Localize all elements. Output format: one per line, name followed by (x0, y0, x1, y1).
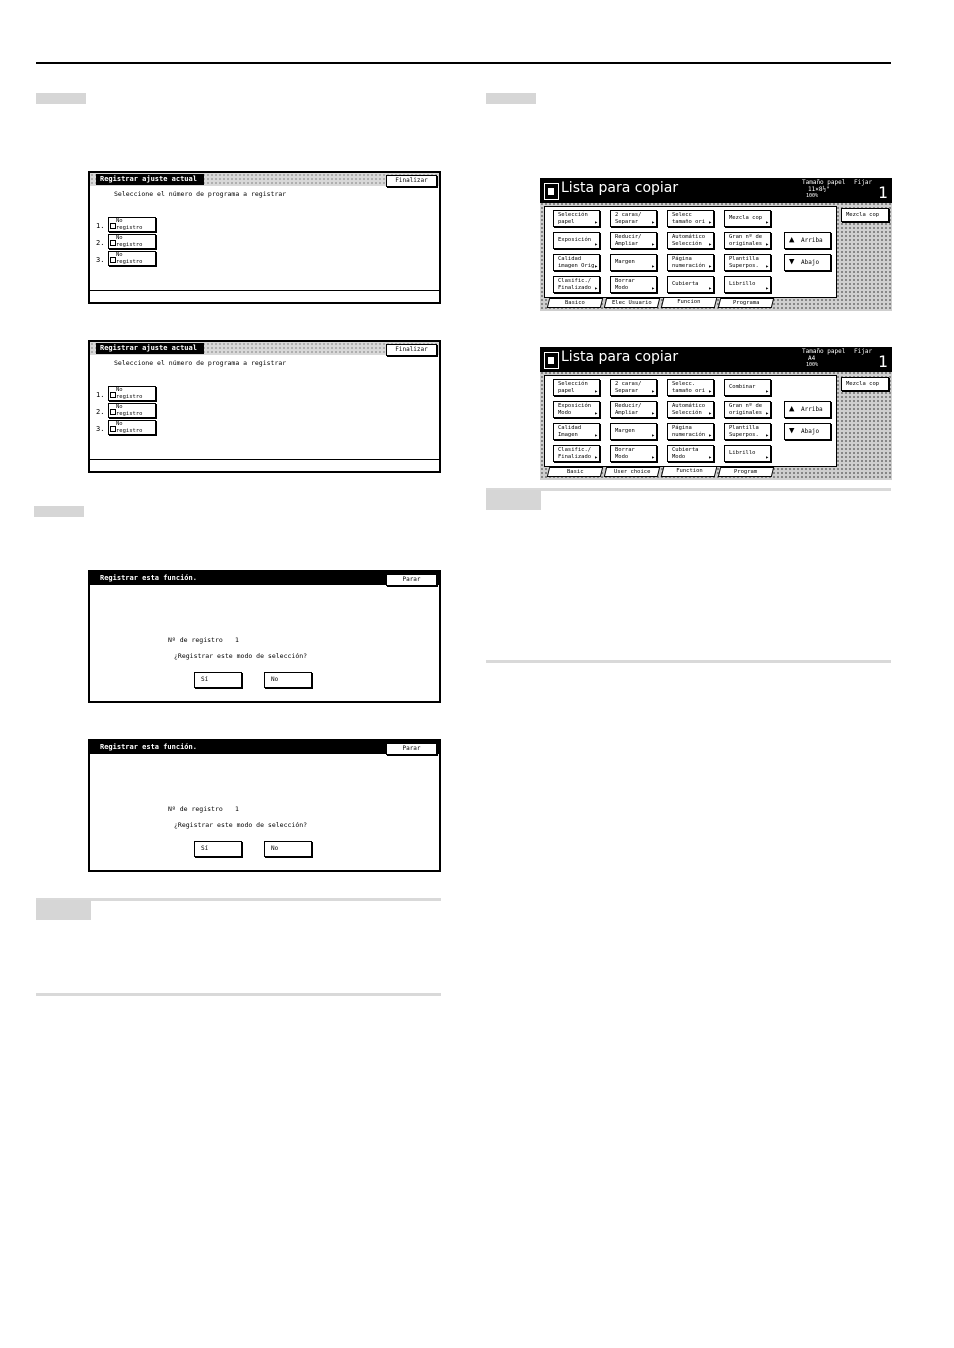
function-grid (544, 206, 837, 298)
button-label-2: Modo (615, 453, 629, 460)
page-top-rule (36, 62, 891, 64)
function-button[interactable] (724, 276, 771, 293)
function-grid (544, 375, 837, 467)
function-button[interactable] (610, 423, 657, 440)
button-label-2: Finalizado (558, 453, 592, 460)
function-button[interactable] (553, 254, 600, 271)
copier-title: Lista para copiar (561, 180, 679, 196)
button-label-2: Separar (615, 387, 639, 394)
title-bar (90, 741, 439, 754)
copier-screen-2 (540, 347, 892, 480)
button-label-2: Selección (672, 240, 702, 247)
button-label-1: Gran nº de (729, 234, 763, 240)
yes-button[interactable]: Sí (194, 841, 242, 857)
paper-size-label: Tamaño papel (802, 179, 846, 186)
tab-basico[interactable] (547, 298, 603, 308)
button-label-1: Mezcla cop (729, 215, 763, 221)
button-label-2: Ampliar (615, 240, 639, 247)
mezcla-cop-button[interactable]: Mezcla cop (841, 208, 889, 222)
program-label-2: registro (116, 410, 143, 417)
program-number: 3. (96, 425, 105, 433)
program-label-2: registro (116, 427, 143, 434)
program-label-1: No (116, 235, 123, 241)
button-label-1: Gran nº de (729, 403, 763, 409)
button-label-1: Plantilla (729, 256, 759, 262)
tab-funcion[interactable] (661, 298, 717, 308)
register-icon (110, 409, 116, 415)
button-label-2: tamaño ori (672, 387, 706, 394)
button-label-1: Clasific./ (558, 447, 592, 453)
button-label-1: Selecc. (672, 381, 696, 387)
button-label-2: numeración (672, 431, 706, 438)
button-label-2: imagen Orig (558, 262, 595, 269)
paper-size-label: Tamaño papel (802, 348, 846, 355)
screen-title: Registrar ajuste actual (96, 174, 204, 185)
button-label-2: numeración (672, 262, 706, 269)
function-button[interactable] (667, 401, 714, 418)
button-label-2: Modo (615, 284, 629, 291)
copier-screen-1 (540, 178, 892, 311)
function-button[interactable] (553, 423, 600, 440)
down-button[interactable] (784, 254, 831, 271)
tab-label: Basic (566, 469, 584, 475)
paper-size-value: 11×8½" (808, 186, 830, 193)
copy-count: 1 (878, 352, 888, 371)
button-label-1: Plantilla (729, 425, 759, 431)
tab-programa[interactable] (718, 298, 774, 308)
function-button[interactable] (724, 232, 771, 249)
copier-title: Lista para copiar (561, 349, 679, 365)
button-label-1: Cubierta (672, 281, 699, 287)
parar-button[interactable]: Parar (386, 743, 437, 755)
function-button[interactable] (610, 232, 657, 249)
button-label-1: Borrar (615, 278, 635, 284)
button-label-1: Selección (558, 212, 588, 218)
status-divider (90, 459, 439, 460)
program-2-button[interactable] (108, 403, 156, 418)
tab-label: Program (734, 469, 758, 475)
register-number-value: 1 (235, 805, 239, 813)
function-button[interactable] (667, 254, 714, 271)
program-label-1: No (116, 387, 123, 393)
function-button[interactable] (553, 276, 600, 293)
status-divider (90, 290, 439, 291)
register-icon (110, 240, 116, 246)
tab-user-choice[interactable] (604, 467, 660, 477)
zoom-value: 100% (806, 193, 819, 199)
register-number-value: 1 (235, 636, 239, 644)
function-button[interactable] (667, 276, 714, 293)
tab-label: User choice (613, 469, 651, 475)
button-label-1: Exposición (558, 403, 592, 409)
fijar-label: Fijar (854, 179, 873, 186)
button-label-1: Margen (615, 259, 635, 265)
tab-label: Programa (732, 300, 760, 306)
button-label-1: Calidad (558, 425, 582, 431)
screen-title: Registrar esta función. (100, 574, 197, 582)
finalizar-button[interactable]: Finalizar (386, 175, 437, 187)
tab-program[interactable] (718, 467, 774, 477)
function-button[interactable] (667, 423, 714, 440)
program-number: 1. (96, 391, 105, 399)
note-bottom-rule-right (486, 660, 891, 663)
program-3-button[interactable] (108, 420, 156, 435)
button-label-1: Reducir/ (615, 403, 642, 409)
function-button[interactable] (667, 379, 714, 396)
paper-size-value: A4 (808, 355, 816, 362)
function-button[interactable] (610, 445, 657, 462)
screen-title: Registrar esta función. (100, 743, 197, 751)
program-number: 2. (96, 408, 105, 416)
button-label-1: Librillo (729, 450, 756, 456)
button-label-2: papel (558, 218, 575, 225)
register-icon (110, 392, 116, 398)
button-label-2: Finalizado (558, 284, 592, 291)
button-label-1: Combinar (729, 384, 756, 390)
button-label-1: Reducir/ (615, 234, 642, 240)
program-number: 2. (96, 239, 105, 247)
function-button[interactable] (610, 254, 657, 271)
yes-button[interactable]: Sí (194, 672, 242, 688)
finalizar-button[interactable]: Finalizar (386, 344, 437, 356)
function-button[interactable] (553, 445, 600, 462)
step-marker-left-1 (36, 93, 86, 104)
button-label-1: Librillo (729, 281, 756, 287)
button-label-1: Borrar (615, 447, 635, 453)
up-button[interactable] (784, 401, 831, 418)
tab-basic[interactable] (547, 467, 603, 477)
function-button[interactable] (724, 423, 771, 440)
button-label-2: originales (729, 240, 763, 247)
tab-function[interactable] (661, 467, 717, 477)
copier-status-icon (544, 183, 559, 200)
zoom-value: 100% (806, 362, 819, 368)
button-label-1: Selección (558, 381, 588, 387)
instruction-text: Seleccione el número de programa a registrar (114, 359, 287, 367)
screen-title: Registrar ajuste actual (96, 343, 204, 354)
button-label-1: Página (672, 256, 692, 262)
down-label: Abajo (801, 259, 820, 266)
button-label-1: Cubierta (672, 447, 699, 453)
program-list-screen-2 (88, 340, 441, 473)
up-label: Arriba (801, 406, 823, 413)
function-button[interactable] (610, 210, 657, 227)
button-label-1: 2 caras/ (615, 381, 642, 387)
button-label-1: Calidad (558, 256, 582, 262)
tab-label: Basico (565, 300, 585, 306)
button-label-2: Modo (672, 453, 686, 460)
register-function-screen-1 (88, 570, 441, 703)
button-label-1: Clasific./ (558, 278, 592, 284)
down-button[interactable] (784, 423, 831, 440)
button-label-2: Selección (672, 409, 702, 416)
register-icon (110, 257, 116, 263)
function-button[interactable] (553, 379, 600, 396)
note-top-rule-left (36, 898, 441, 901)
program-1-button[interactable] (108, 217, 156, 232)
program-1-button[interactable] (108, 386, 156, 401)
button-label-2: tamaño ori (672, 218, 706, 225)
title-bar (90, 173, 439, 186)
button-label-2: Imagen (558, 431, 578, 438)
function-button[interactable] (610, 379, 657, 396)
program-label-2: registro (116, 224, 143, 231)
copier-status-icon (544, 352, 559, 369)
function-button[interactable] (610, 276, 657, 293)
function-button[interactable] (724, 401, 771, 418)
program-label-2: registro (116, 258, 143, 265)
fijar-label: Fijar (854, 348, 873, 355)
tab-label: Funcion (677, 299, 701, 305)
note-top-rule-right (486, 488, 891, 491)
button-label-1: Página (672, 425, 692, 431)
arrow-down-icon: ▼ (789, 257, 795, 267)
tab-label: Elec Usuario (612, 300, 652, 306)
program-label-1: No (116, 404, 123, 410)
step-marker-right-1 (486, 93, 536, 104)
register-number-label: Nº de registro (168, 636, 223, 644)
function-button[interactable] (610, 401, 657, 418)
function-button[interactable] (553, 401, 600, 418)
button-label-1: Selecc (672, 212, 692, 218)
up-label: Arriba (801, 237, 823, 244)
function-button[interactable] (667, 210, 714, 227)
register-question: ¿Registrar este modo de selección? (174, 652, 308, 660)
no-button[interactable]: No (264, 672, 312, 688)
register-function-screen-2 (88, 739, 441, 872)
button-label-2: Superpos. (729, 431, 759, 438)
note-bottom-rule-left (36, 993, 441, 996)
button-label-2: Modo (558, 409, 572, 416)
program-3-button[interactable] (108, 251, 156, 266)
parar-button[interactable]: Parar (386, 574, 437, 586)
arrow-up-icon: ▲ (789, 235, 795, 245)
register-icon (110, 426, 116, 432)
register-question: ¿Registrar este modo de selección? (174, 821, 308, 829)
program-label-1: No (116, 421, 123, 427)
button-label-1: 2 caras/ (615, 212, 642, 218)
note-marker-left (36, 900, 91, 920)
down-label: Abajo (801, 428, 820, 435)
program-label-1: No (116, 218, 123, 224)
button-label-1: Automático (672, 403, 706, 409)
function-button[interactable] (724, 379, 771, 396)
up-button[interactable] (784, 232, 831, 249)
button-label-1: Margen (615, 428, 635, 434)
button-label-2: papel (558, 387, 575, 394)
register-icon (110, 223, 116, 229)
function-button[interactable] (553, 232, 600, 249)
button-label-1: Automático (672, 234, 706, 240)
step-marker-left-2 (34, 506, 84, 517)
function-button[interactable] (724, 254, 771, 271)
button-label-2: Superpos. (729, 262, 759, 269)
register-number-label: Nº de registro (168, 805, 223, 813)
copy-count: 1 (878, 183, 888, 202)
title-bar (90, 342, 439, 355)
note-marker-right (486, 490, 541, 510)
program-label-2: registro (116, 393, 143, 400)
copier-header (540, 178, 892, 203)
tab-label: Function (675, 468, 703, 474)
copier-header (540, 347, 892, 372)
title-bar (90, 572, 439, 585)
button-label-2: originales (729, 409, 763, 416)
program-list-screen-1 (88, 171, 441, 304)
program-2-button[interactable] (108, 234, 156, 249)
no-button[interactable]: No (264, 841, 312, 857)
button-label-2: Separar (615, 218, 639, 225)
arrow-down-icon: ▼ (789, 426, 795, 436)
function-button[interactable] (724, 445, 771, 462)
function-button[interactable] (553, 210, 600, 227)
program-label-1: No (116, 252, 123, 258)
instruction-text: Seleccione el número de programa a registrar (114, 190, 287, 198)
program-label-2: registro (116, 241, 143, 248)
button-label-1: Exposición (558, 237, 592, 243)
button-label-2: Ampliar (615, 409, 639, 416)
function-button[interactable] (667, 232, 714, 249)
arrow-up-icon: ▲ (789, 404, 795, 414)
tab-elec-usuario[interactable] (604, 298, 660, 308)
function-button[interactable] (724, 210, 771, 227)
mezcla-cop-button[interactable]: Mezcla cop (841, 377, 889, 391)
program-number: 3. (96, 256, 105, 264)
program-number: 1. (96, 222, 105, 230)
function-button[interactable] (667, 445, 714, 462)
